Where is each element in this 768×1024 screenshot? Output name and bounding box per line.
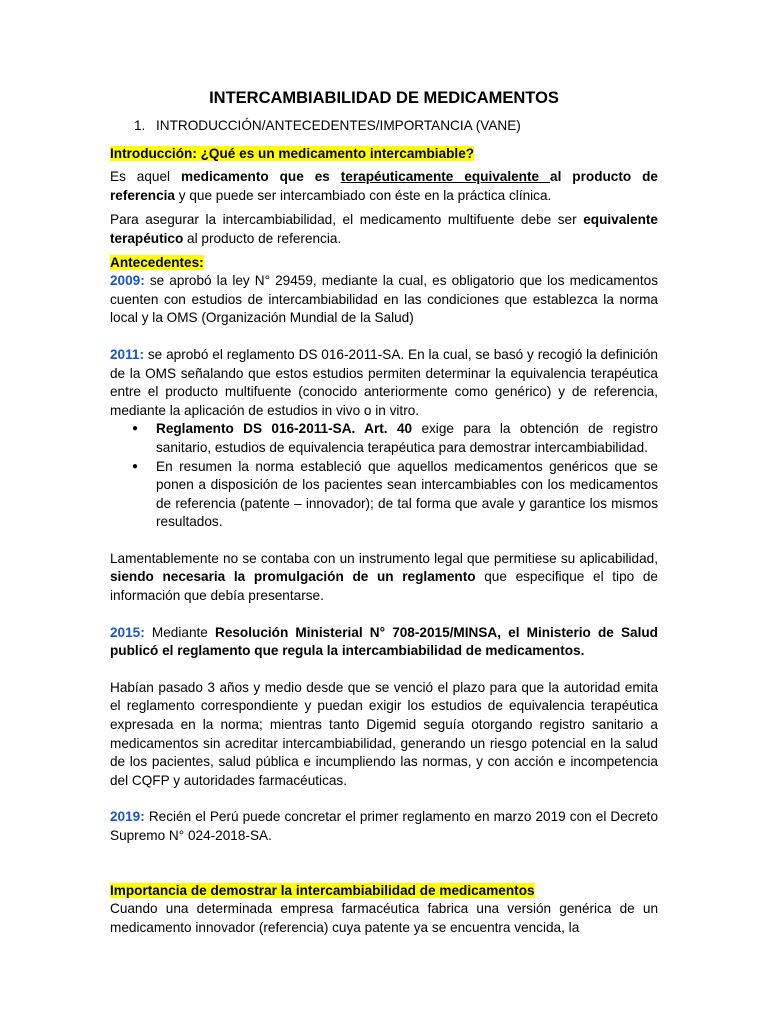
- year-label: 2009:: [110, 273, 145, 289]
- text-run: Para asegurar la intercambiabilidad, el medicamento multifuente debe ser: [110, 212, 584, 228]
- bold-run: medicamento que es: [181, 169, 341, 185]
- bold-run: siendo necesaria la promulgación de un reglamento: [110, 569, 476, 585]
- section-number: 1.: [134, 118, 146, 133]
- section-heading: [110, 117, 658, 136]
- text-run: exige para la obtención de registro sanitario, estudios de equivalencia terapéutica para demostrar intercambiabilidad.: [156, 421, 658, 455]
- list-item: [110, 458, 658, 532]
- intro-heading: Introducción: ¿Qué es un medicamento intercambiable?: [110, 145, 475, 161]
- bold-run: Reglamento DS 016-2011-SA. Art. 40: [156, 421, 413, 437]
- paragraph-2015: [110, 624, 658, 661]
- year-label: 2015:: [110, 624, 145, 640]
- intro-paragraph-2: [110, 211, 658, 248]
- year-label: 2011:: [110, 346, 145, 362]
- text-run: Es aquel: [110, 169, 182, 185]
- intro-paragraph-1: [110, 168, 658, 205]
- text-run: se aprobó el reglamento DS 016-2011-SA. En la cual, se basó y recogió la definición de la OMS señalando que estos estudios permiten determinar la equivalencia terapéutica entre el producto multifuente (conocido anteriormente como genérico) y de referencia, mediante la aplicación de estudios in vivo o in vitro.: [110, 346, 658, 418]
- list-item: [110, 420, 658, 457]
- page-title: INTERCAMBIABILIDAD DE MEDICAMENTOS: [209, 89, 559, 107]
- text-run: Recién el Perú puede concretar el primer reglamento en marzo 2019 con el Decreto Supremo N° 024-2018-SA.: [110, 809, 658, 843]
- text-run: Lamentablemente no se contaba con un instrumento legal que permitiese su aplicabilidad,: [110, 550, 658, 566]
- text-run: que especifique el tipo de información que debía presentarse.: [110, 569, 658, 604]
- paragraph-2011: [110, 346, 658, 420]
- paragraph-importancia: Cuando una determinada empresa farmacéutica fabrica una versión genérica de un medicamento innovador (referencia) cuya patente ya se encuentra vencida, la: [110, 901, 658, 935]
- text-run: y que puede ser intercambiado con éste en la práctica clínica.: [175, 187, 552, 203]
- document-body: [110, 88, 658, 937]
- bold-run: al producto de referencia: [110, 169, 658, 203]
- paragraph-2019: [110, 808, 658, 845]
- paragraph-habian: Habían pasado 3 años y medio desde que se venció el plazo para que la autoridad emita el reglamento correspondiente y puedan exigir los estudios de equivalencia terapéutica expresada en la norma; mientras tanto Digemid seguía otorgando registro sanitario a medicamentos sin acreditar intercambiabilidad, generando un riesgo potencial en la salud de los pacientes, salud pública e incumpliendo las normas, y con acción e incompetencia del CQFP y autoridades farmacéuticas.: [110, 679, 658, 788]
- bold-run: equivalente terapéutico: [110, 212, 658, 246]
- paragraph-2009: [110, 272, 658, 328]
- bullet-list: [110, 420, 658, 532]
- text-run: Mediante: [144, 624, 215, 640]
- bold-run: Resolución Ministerial N° 708-2015/MINSA, el Ministerio de Salud publicó el reglamento que regula la intercambiabilidad de medicamentos.: [110, 624, 658, 659]
- importancia-heading: Importancia de demostrar la intercambiabilidad de medicamentos: [110, 882, 535, 898]
- year-label: 2019:: [110, 809, 145, 825]
- antecedentes-heading: Antecedentes:: [110, 254, 204, 270]
- paragraph-lamentablemente: [110, 550, 658, 606]
- text-run: se aprobó la ley N° 29459, mediante la cual, es obligatorio que los medicamentos cuenten con estudios de intercambiabilidad en las condiciones que establezca la norma local y la OMS (Organización Mundial de la Salud): [110, 273, 658, 326]
- underlined-run: terapéuticamente equivalente: [340, 169, 551, 185]
- section-label: INTRODUCCIÓN/ANTECEDENTES/IMPORTANCIA (VANE): [156, 118, 521, 133]
- text-run: En resumen la norma estableció que aquellos medicamentos genéricos que se ponen a disposición de los pacientes sean intercambiables con los medicamentos de referencia (patente – innovador); de tal forma que avale y garantice los mismos resultados.: [156, 458, 658, 530]
- text-run: al producto de referencia.: [183, 230, 342, 246]
